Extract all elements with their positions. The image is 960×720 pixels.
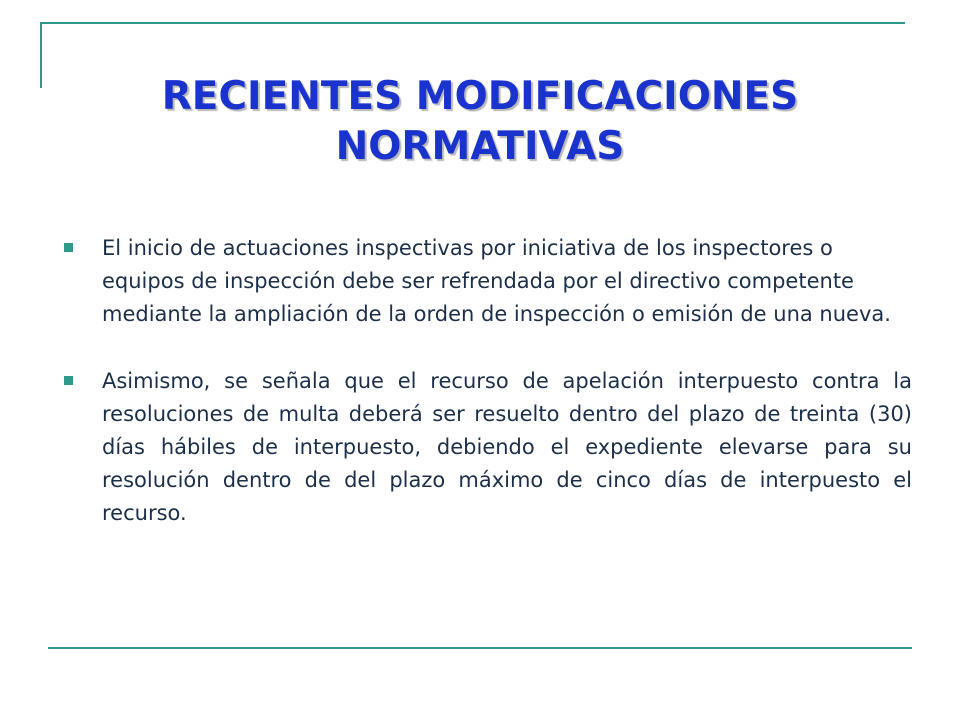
bullet-item bbox=[64, 365, 912, 530]
bullet-list bbox=[64, 232, 912, 564]
bullet-text: Asimismo, se señala que el recurso de apelación interpuesto contra la resoluciones de multa deberá ser resuelto dentro del plazo de treinta (30) días hábiles de interpuesto, debiendo el expediente elevarse para su resolución dentro de del plazo máximo de cinco días de interpuesto el recurso. bbox=[102, 369, 912, 525]
square-bullet-icon bbox=[64, 243, 73, 252]
bullet-text: El inicio de actuaciones inspectivas por iniciativa de los inspectores o equipos de inspección debe ser refrendada por el directivo competente mediante la ampliación de la orden de inspección o emisión de una nueva. bbox=[102, 236, 891, 326]
square-bullet-icon bbox=[64, 376, 73, 385]
slide-title: RECIENTES MODIFICACIONES NORMATIVAS bbox=[161, 74, 799, 169]
frame-left-line bbox=[40, 22, 42, 88]
bullet-item bbox=[64, 232, 912, 331]
frame-bottom-line bbox=[48, 647, 912, 649]
frame-top-line bbox=[40, 22, 905, 24]
